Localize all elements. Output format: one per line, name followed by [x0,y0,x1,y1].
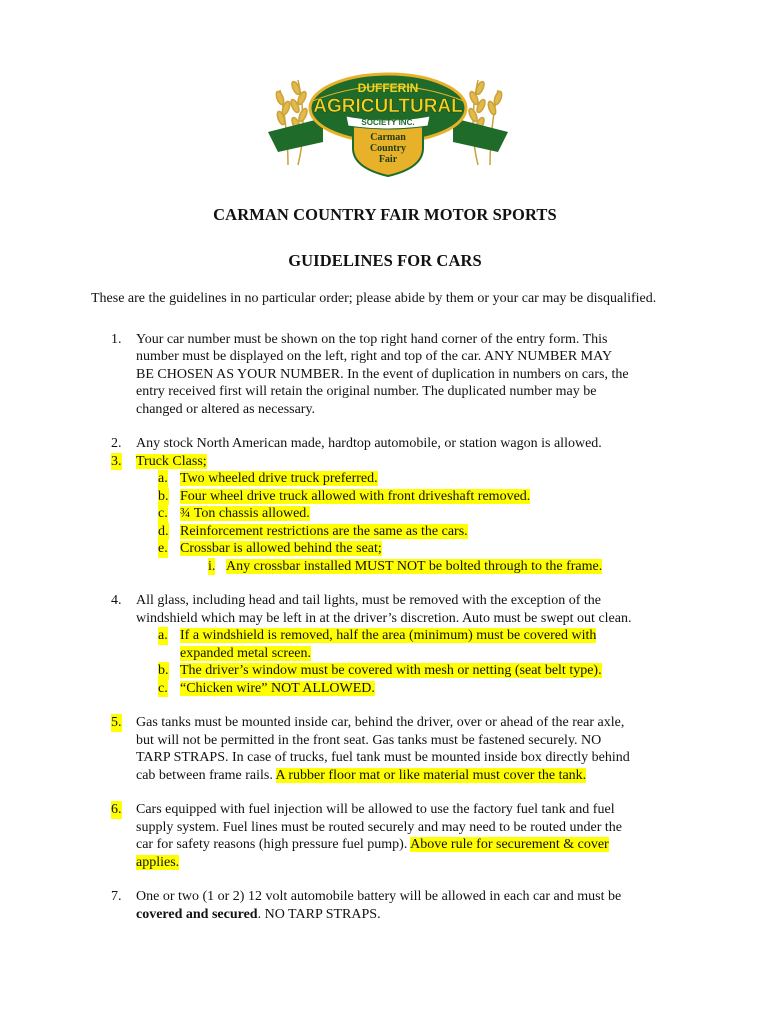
item-line: Cars equipped with fuel injection will be allowed to use the factory fuel tank and fuel [136,802,615,817]
guideline-item-5 [91,714,691,784]
wheat-left-icon [275,80,309,165]
logo-line4: Carman [370,132,406,143]
item-line: entry received first will retain the original number. The duplicated number may be [136,384,597,399]
wheat-right-icon [467,80,503,165]
sub-item: b. Four wheel drive truck allowed with front driveshaft removed. [158,488,531,504]
logo-line1: DUFFERIN [357,81,419,95]
item-line: Your car number must be shown on the top right hand corner of the entry form. This [136,331,608,347]
item-line: cab between frame rails. A rubber floor mat or like material must cover the tank. [136,767,587,783]
item-line: number must be displayed on the left, right and top of the car. ANY NUMBER MAY [136,349,613,364]
item-line: supply system. Fuel lines must be routed securely and may need to be routed under the [136,819,623,835]
item-number: 2. [111,436,122,451]
sub-item: d. Reinforcement restrictions are the same as the cars. [158,523,468,539]
item-number: 6. [111,802,122,817]
item-line: Any stock North American made, hardtop automobile, or station wagon is allowed. [136,436,602,451]
logo-line2: AGRICULTURAL [313,96,463,117]
guideline-item-2 [91,435,691,453]
logo-line3: SOCIETY INC. [361,118,415,127]
item-line: windshield which may be left in at the driver’s discretion. Auto must be swept out clean. [136,610,632,626]
item-number: 7. [111,889,122,904]
item-line: changed or altered as necessary. [136,401,316,417]
guideline-item-6 [91,801,691,871]
intro-text: These are the guidelines in no particular order; please abide by them or your car may be disqualified. [91,291,657,306]
item-line: BE CHOSEN AS YOUR NUMBER. In the event of duplication in numbers on cars, the [136,366,629,382]
item-number: 4. [111,593,122,608]
sub-item: b. The driver’s window must be covered with mesh or netting (seat belt type). [158,663,602,678]
sub-item: a. Two wheeled drive truck preferred. [158,471,378,486]
logo-line5: Country [369,143,407,154]
sub-sub-item: i. Any crossbar installed MUST NOT be bolted through to the frame. [208,558,603,574]
item-number: 1. [111,331,122,347]
page-title: CARMAN COUNTRY FAIR MOTOR SPORTS [213,205,557,224]
logo-line6: Fair [378,154,398,165]
item-line: car for safety reasons (high pressure fuel pump). Above rule for securement & cover [136,837,609,852]
item-number: 3. [111,453,122,469]
guideline-item-1 [91,331,691,419]
sub-item: e. Crossbar is allowed behind the seat; [158,541,382,556]
item-line: covered and secured. NO TARP STRAPS. [136,906,381,922]
guidelines-body [91,290,691,923]
guideline-item-4 [91,592,691,627]
item-line: but will not be permitted in the front seat. Gas tanks must be fastened securely. NO [136,732,602,748]
sub-item-continued: expanded metal screen. [180,645,311,661]
guideline-item-7 [91,888,691,923]
item-line: One or two (1 or 2) 12 volt automobile battery will be allowed in each car and must be [136,889,622,904]
item-line: applies. [136,854,180,870]
page-subtitle: GUIDELINES FOR CARS [288,251,482,270]
item-number: 5. [111,715,122,730]
fair-logo [268,70,508,178]
item-line: Truck Class; [136,453,207,469]
item-line: All glass, including head and tail lights, must be removed with the exception of the [136,593,602,608]
sub-item: c. ¾ Ton chassis allowed. [158,506,310,521]
item-line: Gas tanks must be mounted inside car, behind the driver, over or ahead of the rear axle, [136,715,625,730]
guideline-item-3 [91,453,691,471]
item-line: TARP STRAPS. In case of trucks, fuel tank must be mounted inside box directly behind [136,750,630,765]
sub-item: c. “Chicken wire” NOT ALLOWED. [158,680,375,696]
sub-item: a. If a windshield is removed, half the area (minimum) must be covered with [158,628,597,643]
